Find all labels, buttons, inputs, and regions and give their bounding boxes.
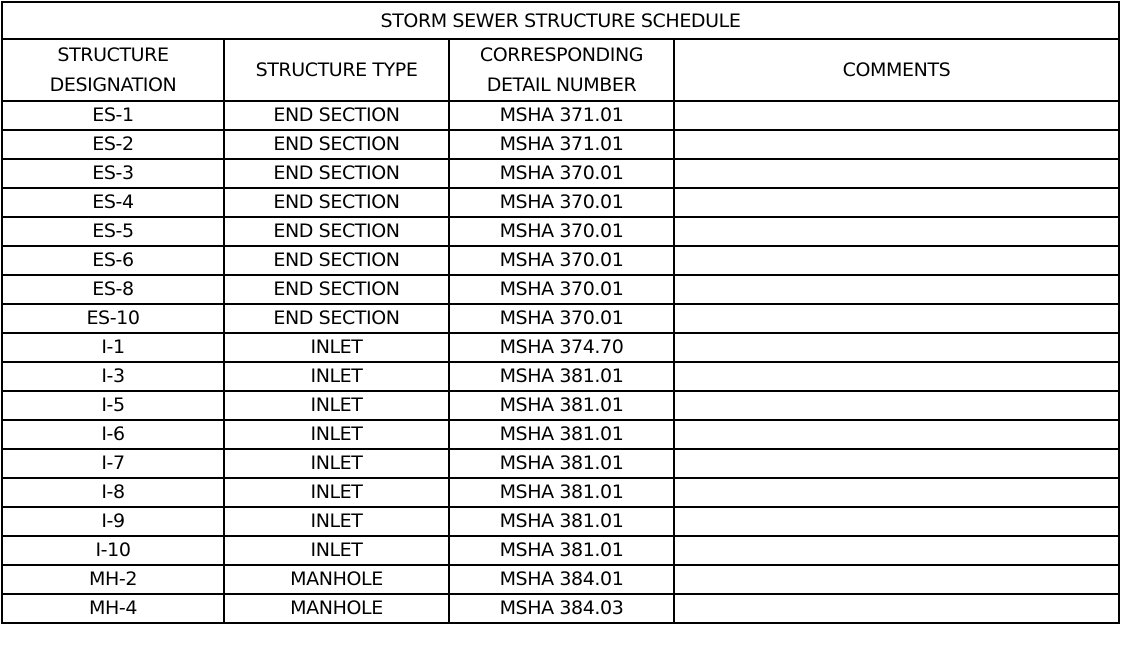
header-detail-line1: CORRESPONDING [479,44,644,66]
cell-structure-type: INLET [224,420,449,449]
cell-structure-type: INLET [224,333,449,362]
table-title: STORM SEWER STRUCTURE SCHEDULE [2,2,1119,39]
cell-structure-type: MANHOLE [224,565,449,594]
table-row [2,420,1119,449]
cell-designation: MH-2 [2,565,224,594]
table-row [2,362,1119,391]
table-row [2,565,1119,594]
cell-structure-type: END SECTION [224,159,449,188]
cell-structure-type: INLET [224,449,449,478]
cell-comments [674,449,1119,478]
cell-detail-number: MSHA 370.01 [449,159,674,188]
cell-structure-type: END SECTION [224,217,449,246]
cell-structure-type: END SECTION [224,275,449,304]
table-row [2,188,1119,217]
cell-designation: I-6 [2,420,224,449]
table-row [2,246,1119,275]
cell-detail-number: MSHA 381.01 [449,362,674,391]
cell-structure-type: END SECTION [224,188,449,217]
cell-designation: ES-8 [2,275,224,304]
cell-comments [674,304,1119,333]
cell-comments [674,217,1119,246]
cell-comments [674,362,1119,391]
cell-comments [674,159,1119,188]
cell-designation: ES-4 [2,188,224,217]
cell-detail-number: MSHA 370.01 [449,217,674,246]
header-designation-line2: DESIGNATION [49,74,177,96]
cell-designation: MH-4 [2,594,224,623]
cell-designation: ES-5 [2,217,224,246]
table-row [2,478,1119,507]
cell-detail-number: MSHA 374.70 [449,333,674,362]
table-row [2,391,1119,420]
cell-designation: I-7 [2,449,224,478]
cell-comments [674,391,1119,420]
cell-detail-number: MSHA 370.01 [449,188,674,217]
cell-structure-type: END SECTION [224,304,449,333]
table-row [2,275,1119,304]
cell-detail-number: MSHA 384.01 [449,565,674,594]
cell-detail-number: MSHA 370.01 [449,246,674,275]
cell-designation: I-3 [2,362,224,391]
cell-detail-number: MSHA 381.01 [449,507,674,536]
cell-designation: ES-2 [2,130,224,159]
table-row [2,101,1119,130]
cell-designation: I-10 [2,536,224,565]
cell-detail-number: MSHA 370.01 [449,275,674,304]
cell-detail-number: MSHA 370.01 [449,304,674,333]
cell-designation: I-8 [2,478,224,507]
header-row [2,39,1119,101]
cell-detail-number: MSHA 371.01 [449,130,674,159]
cell-structure-type: END SECTION [224,130,449,159]
cell-detail-number: MSHA 381.01 [449,420,674,449]
title-row [2,2,1119,39]
cell-detail-number: MSHA 371.01 [449,101,674,130]
cell-comments [674,333,1119,362]
cell-comments [674,246,1119,275]
cell-comments [674,478,1119,507]
cell-structure-type: INLET [224,536,449,565]
cell-comments [674,420,1119,449]
cell-comments [674,507,1119,536]
cell-comments [674,101,1119,130]
cell-detail-number: MSHA 381.01 [449,478,674,507]
cell-detail-number: MSHA 384.03 [449,594,674,623]
cell-designation: ES-10 [2,304,224,333]
cell-detail-number: MSHA 381.01 [449,391,674,420]
cell-structure-type: END SECTION [224,101,449,130]
cell-structure-type: INLET [224,391,449,420]
cell-comments [674,565,1119,594]
cell-designation: I-9 [2,507,224,536]
cell-designation: ES-3 [2,159,224,188]
cell-designation: ES-1 [2,101,224,130]
header-structure-type: STRUCTURE TYPE [224,39,449,101]
storm-sewer-schedule-table [1,1,1120,624]
table-row [2,449,1119,478]
cell-designation: ES-6 [2,246,224,275]
header-structure-designation [2,39,224,101]
cell-detail-number: MSHA 381.01 [449,449,674,478]
cell-structure-type: INLET [224,507,449,536]
table-row [2,333,1119,362]
cell-designation: I-5 [2,391,224,420]
table-row [2,304,1119,333]
cell-comments [674,536,1119,565]
table-row [2,159,1119,188]
cell-comments [674,130,1119,159]
table-body [2,101,1119,623]
cell-structure-type: INLET [224,362,449,391]
cell-comments [674,275,1119,304]
table-row [2,594,1119,623]
table-row [2,536,1119,565]
header-detail-line2: DETAIL NUMBER [486,74,637,96]
table-row [2,130,1119,159]
cell-structure-type: MANHOLE [224,594,449,623]
table-row [2,217,1119,246]
cell-structure-type: INLET [224,478,449,507]
cell-comments [674,594,1119,623]
header-designation-line1: STRUCTURE [57,44,169,66]
cell-designation: I-1 [2,333,224,362]
header-comments: COMMENTS [674,39,1119,101]
cell-structure-type: END SECTION [224,246,449,275]
header-detail-number [449,39,674,101]
cell-comments [674,188,1119,217]
table-row [2,507,1119,536]
cell-detail-number: MSHA 381.01 [449,536,674,565]
